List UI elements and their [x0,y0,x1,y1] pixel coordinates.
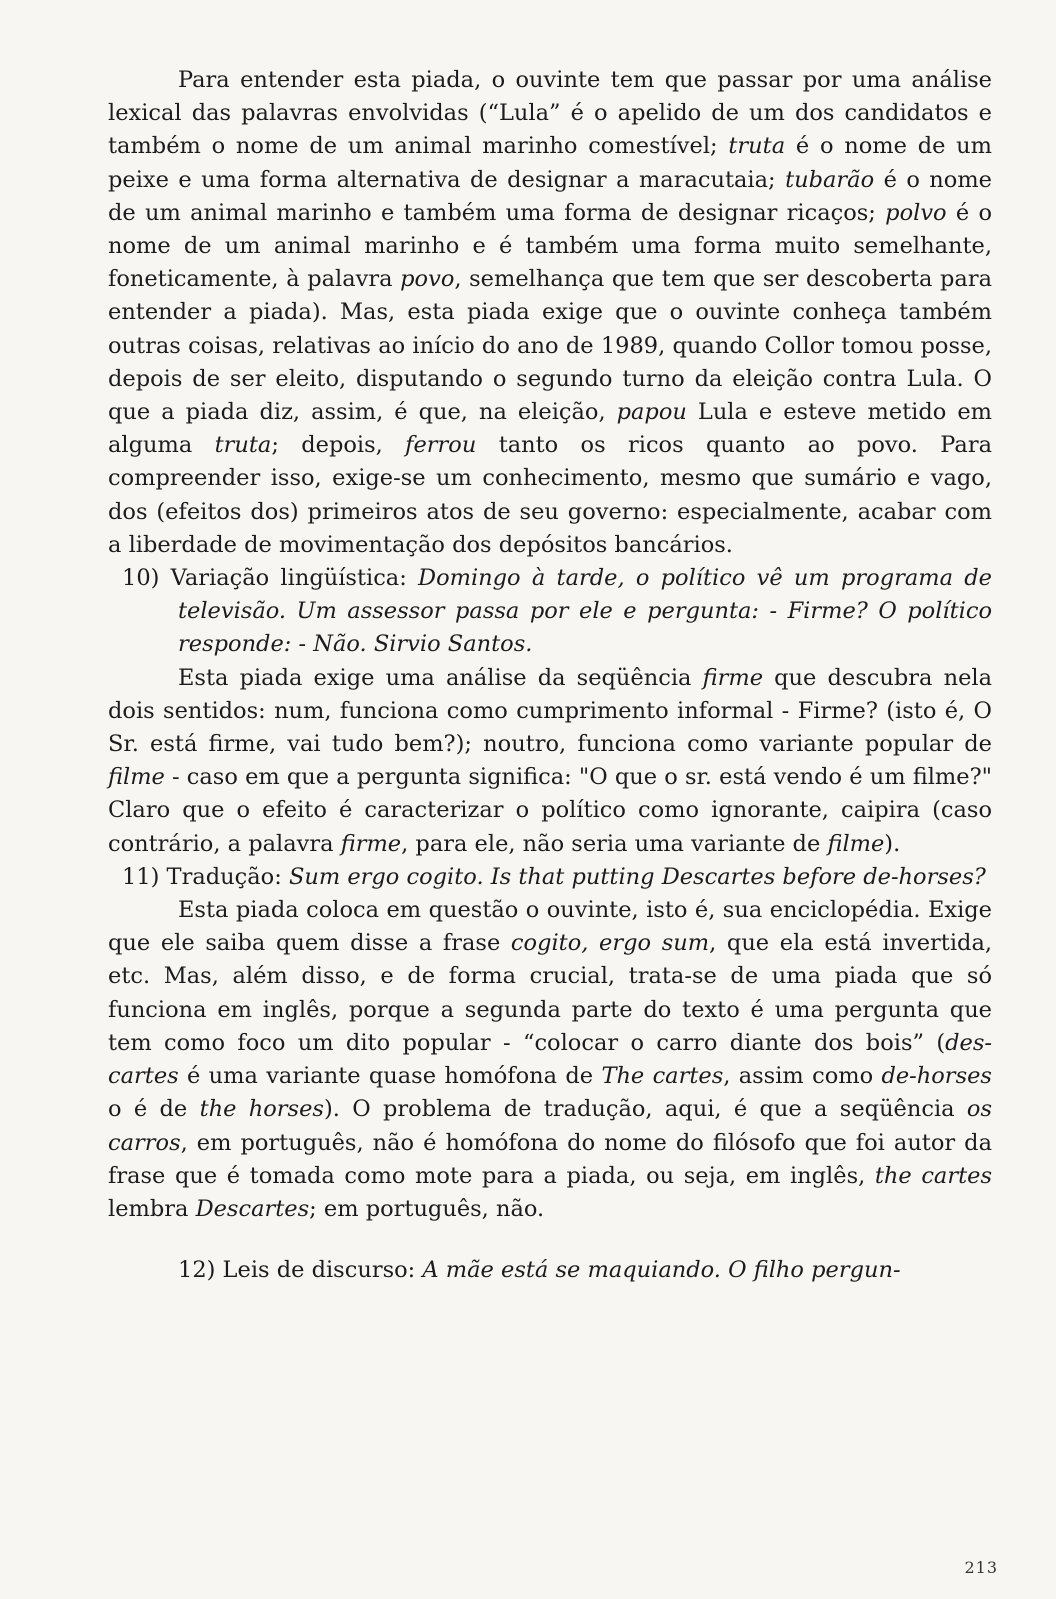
numbered-example [108,861,992,894]
italic-text: de-horses [881,1063,992,1090]
text-run: é o nome de um animal marinho e é também uma forma muito semelhante, foneticamente, à palavra [108,199,992,293]
italic-text: polvo [885,199,947,226]
italic-text: truta [214,432,272,459]
italic-text: firme [702,664,764,691]
text-run: é uma variante quase homófona de [178,1063,602,1090]
text-run: , que ela está invertida, etc. Mas, além disso, e de forma crucial, trata-se de uma piada que só funciona em inglês, porque a segunda parte do texto é uma pergunta que tem como foco um dito popular - “colocar o carro diante dos bois” ( [108,930,993,1056]
text-run: Esta piada coloca em questão o ouvinte, isto é, sua enciclopédia. Exige que ele saiba quem disse a frase [108,897,992,957]
text-run: que descubra nela dois sentidos: num, funciona como cumprimento informal - Firme? (isto é, O Sr. está firme, vai tudo bem?); noutro, funciona como variante popular de [108,664,993,758]
text-run: ; em português, não. [309,1195,545,1222]
paragraph [108,662,992,861]
italic-text: firme [340,830,402,857]
italic-text: Descartes [195,1195,310,1222]
italic-text: des-cartes [108,1029,992,1090]
italic-text: Domingo à tarde, o político vê um programa de televisão. Um assessor passa por ele e pergunta: - Firme? O político responde: - Não. Sirvio Santos. [178,565,992,658]
paragraph [108,64,992,562]
text-run: , assim como [723,1063,882,1090]
italic-text: tubarão [785,166,875,193]
text-run: ; depois, [271,432,406,459]
paragraph-gap [108,1226,992,1254]
text-run: é o nome de um animal marinho e também uma forma de designar ricaços; [108,166,992,226]
italic-text: filme [108,764,165,791]
italic-text: povo [400,266,455,293]
italic-text: ferrou [405,432,477,459]
text-run: o é de [108,1096,200,1123]
text-run: é o nome de um peixe e uma forma alternativa de designar a maracutaia; [108,133,992,193]
italic-text: cogito, ergo sum [510,930,710,957]
italic-text: os carros [108,1096,993,1156]
italic-text: truta [728,133,786,160]
italic-text: the horses [199,1096,324,1123]
text-run: ). [884,830,901,857]
paragraph [108,1254,992,1287]
italic-text: A mãe está se maquiando. O filho pergun- [422,1257,901,1284]
text-run: Para entender esta piada, o ouvinte tem que passar por uma análise lexical das palavras envolvidas (“Lula” é o apelido de um dos candidatos e também o nome de um animal marinho comestível; [108,67,992,160]
text-run: ). O problema de tradução, aqui, é que a seqüência [323,1096,967,1123]
page-number: 213 [964,1558,998,1577]
text-run: 12) Leis de discurso: [178,1257,423,1284]
text-run: , em português, não é homófona do nome do filósofo que foi autor da frase que é tomada como mote para a piada, ou seja, em inglês, [108,1129,992,1189]
text-run: tanto os ricos quanto ao povo. Para compreender isso, exige-se um conhecimento, mesmo que sumário e vago, dos (efeitos dos) primeiros atos de seu governo: especialmente, acabar com a liberdade de movimentação dos depósitos bancários. [108,432,992,558]
text-run: , para ele, não seria uma variante de [401,830,828,857]
italic-text: The cartes [601,1063,724,1090]
paragraph [108,894,992,1226]
italic-text: Sum ergo cogito. Is that putting Descartes before de-horses? [288,863,986,890]
text-run: Lula e esteve metido em alguma [108,399,992,459]
numbered-example [108,562,992,662]
text-run: 11) Tradução: [122,863,289,890]
text-run: - caso em que a pergunta significa: "O que o sr. está vendo é um filme?" Claro que o efeito é caracterizar o político como ignorante, caipira (caso contrário, a palavra [108,764,992,857]
italic-text: filme [827,830,885,857]
italic-text: papou [616,399,687,426]
text-run: 10) Variação lingüística: [122,565,419,592]
italic-text: the cartes [874,1162,992,1189]
text-run: , semelhança que tem que ser descoberta para entender a piada). Mas, esta piada exige que o ouvinte conheça também outras coisas, relativas ao início do ano de 1989, quando Collor tomou posse, depois de ser eleito, disputando o segundo turno da eleição contra Lula. O que a piada diz, assim, é que, na eleição, [108,266,992,426]
text-run: Esta piada exige uma análise da seqüência [178,664,703,691]
body-text [108,64,992,1287]
text-run: lembra [108,1195,196,1222]
